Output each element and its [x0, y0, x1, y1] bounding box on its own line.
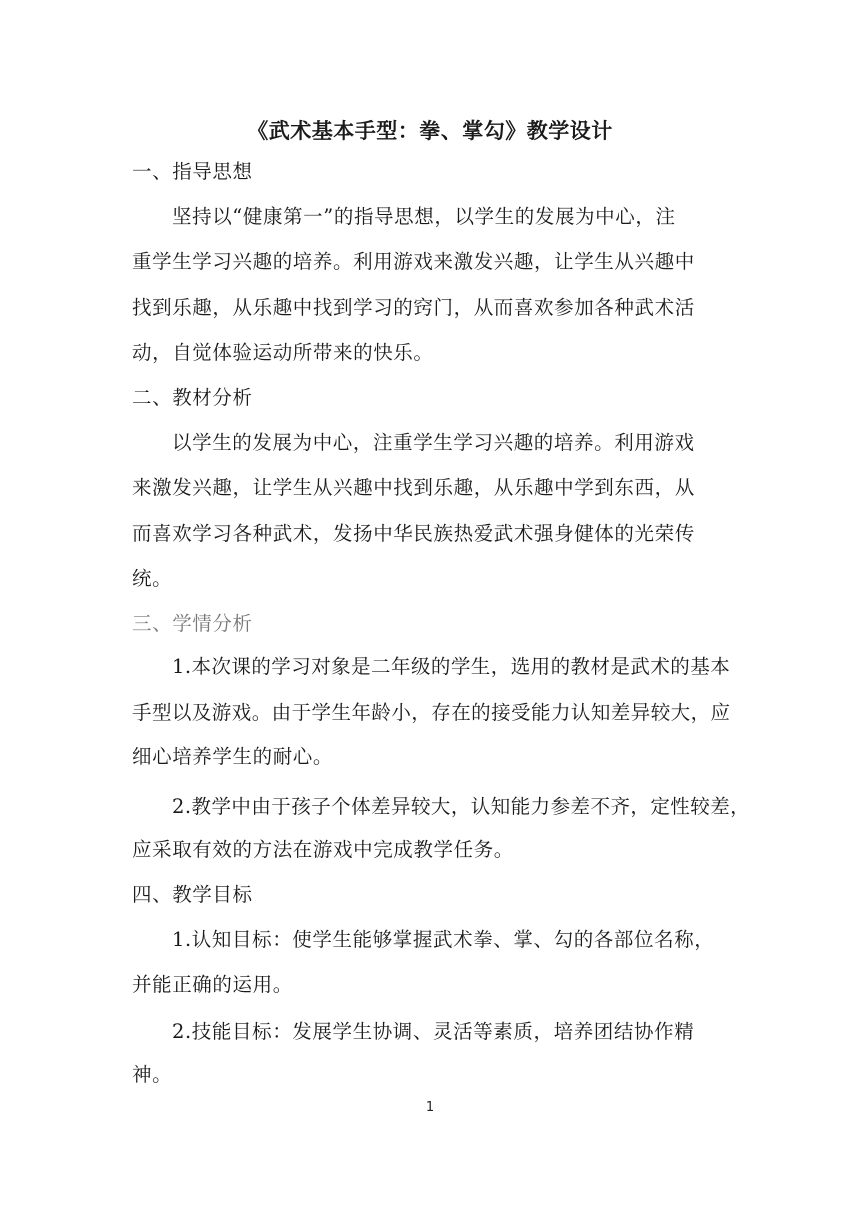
paragraph-line: 1.本次课的学习对象是二年级的学生，选用的教材是武术的基本	[172, 655, 731, 678]
section-heading-guiding-ideology: 一、指导思想	[132, 160, 253, 183]
paragraph-line: 应采取有效的方法在游戏中完成教学任务。	[132, 838, 514, 861]
page-number: 1	[425, 1100, 435, 1115]
paragraph-line: 2.技能目标：发展学生协调、灵活等素质，培养团结协作精	[172, 1020, 695, 1043]
paragraph-line: 细心培养学生的耐心。	[132, 745, 334, 768]
section-heading-student-analysis: 三、学情分析	[132, 612, 253, 635]
paragraph-line: 重学生学习兴趣的培养。利用游戏来激发兴趣，让学生从兴趣中	[132, 250, 695, 273]
paragraph-line: 来激发兴趣，让学生从兴趣中找到乐趣，从乐趣中学到东西，从	[132, 476, 695, 499]
paragraph-line: 以学生的发展为中心，注重学生学习兴趣的培养。利用游戏	[172, 431, 695, 454]
paragraph-line: 手型以及游戏。由于学生年龄小，存在的接受能力认知差异较大，应	[132, 701, 731, 724]
paragraph-line: 找到乐趣，从乐趣中找到学习的窍门，从而喜欢参加各种武术活	[132, 296, 695, 319]
paragraph-line: 统。	[132, 567, 173, 590]
paragraph-line: 并能正确的运用。	[132, 973, 293, 996]
paragraph-line: 神。	[132, 1063, 173, 1086]
paragraph-line: 2.教学中由于孩子个体差异较大，认知能力参差不齐，定性较差，	[172, 795, 751, 818]
section-heading-teaching-objectives: 四、教学目标	[132, 883, 253, 906]
document-title: 《武术基本手型：拳、掌勾》教学设计	[247, 118, 613, 143]
section-heading-material-analysis: 二、教材分析	[132, 386, 253, 409]
paragraph-line: 1.认知目标：使学生能够掌握武术拳、掌、勾的各部位名称，	[172, 928, 715, 951]
paragraph-line: 坚持以“健康第一”的指导思想，以学生的发展为中心，注	[172, 205, 676, 228]
paragraph-line: 动，自觉体验运动所带来的快乐。	[132, 341, 434, 364]
paragraph-line: 而喜欢学习各种武术，发扬中华民族热爱武术强身健体的光荣传	[132, 522, 695, 545]
